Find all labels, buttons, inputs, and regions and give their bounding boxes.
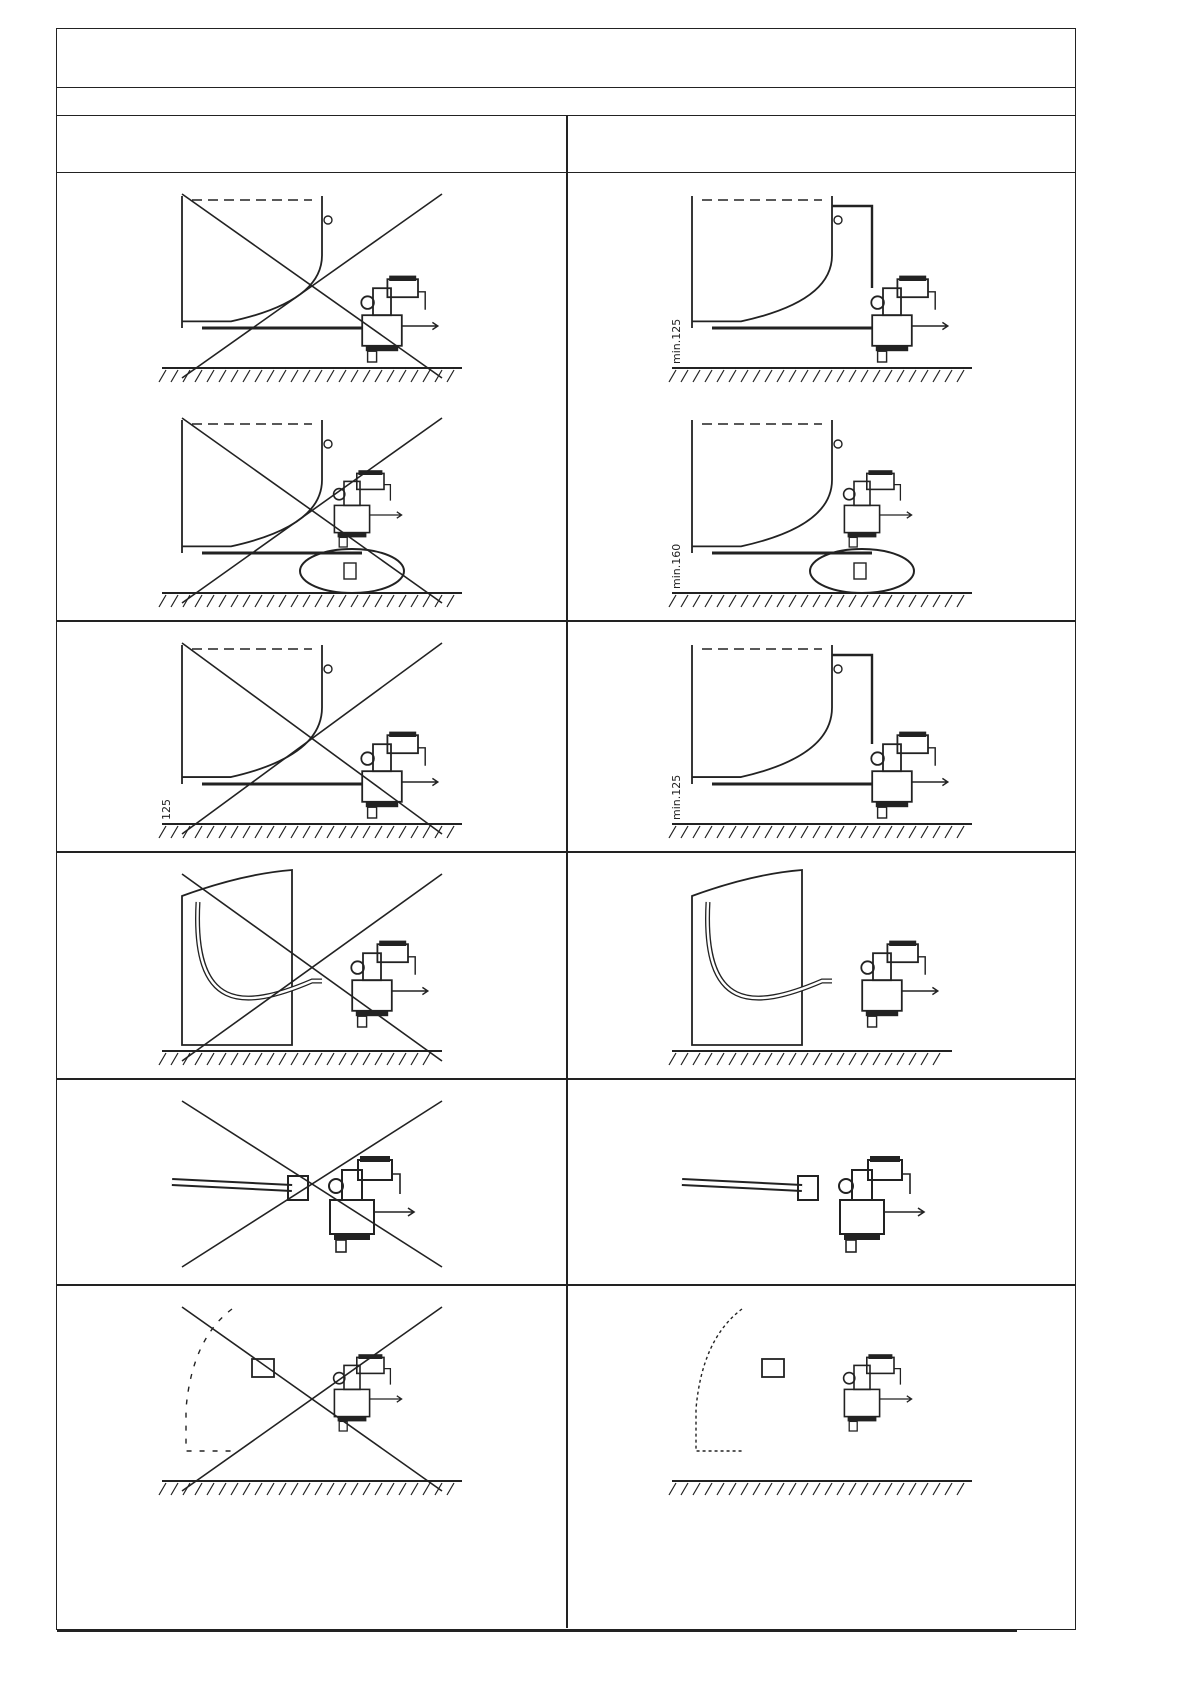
installation-diagram [77,625,547,848]
installation-diagram [77,400,547,617]
installation-diagram [587,400,1057,617]
figure-correct-installation [587,1289,1057,1505]
installation-diagram [77,1083,547,1281]
pump-valve-icon [844,1354,912,1431]
cross-out-icon [182,874,442,1061]
column-header-correct [567,115,1077,172]
column-divider [566,115,568,1628]
installation-diagram [587,1289,1057,1505]
bottom-rule [57,1630,1017,1632]
figure-correct-installation [587,625,1057,848]
title-band [57,29,1075,88]
installation-diagram [587,625,1057,848]
dimension-label: min.125 [670,774,683,820]
pump-valve-icon [334,470,402,547]
pump-valve-icon [361,276,438,362]
row-separator [57,1078,1075,1080]
figure-wrong-installation [77,400,547,617]
pump-valve-icon [861,941,938,1027]
dimension-label: min.160 [670,543,683,589]
figure-wrong-installation [77,1083,547,1281]
pump-valve-icon [351,941,428,1027]
dimension-label: min.125 [670,318,683,364]
installation-diagram [77,176,547,392]
row-separator [57,620,1075,622]
page-subtitle [57,87,1075,115]
figure-correct-installation [587,856,1057,1075]
installation-diagram [77,1289,547,1505]
pump-valve-icon [871,276,948,362]
pump-valve-icon [839,1156,924,1252]
pump-valve-icon [329,1156,414,1252]
figure-correct-installation [587,1083,1057,1281]
pump-valve-icon [361,732,438,818]
installation-diagram [587,1083,1057,1281]
figure-wrong-installation [77,176,547,392]
installation-diagram [587,856,1057,1075]
row-separator [57,1284,1075,1286]
figure-wrong-installation [77,1289,547,1505]
installation-diagram [587,176,1057,392]
row-separator [57,851,1075,853]
cross-out-icon [182,194,442,378]
subtitle-band [57,87,1075,116]
pump-valve-icon [334,1354,402,1431]
installation-diagram [77,856,547,1075]
figure-wrong-installation [77,625,547,848]
cross-out-icon [182,1307,442,1491]
pump-valve-icon [871,732,948,818]
page-title [57,29,1075,87]
page-frame [56,28,1076,1630]
cross-out-icon [182,643,442,834]
column-header-wrong [57,115,567,172]
dimension-label: 125 [160,799,173,820]
cross-out-icon [182,418,442,603]
figure-correct-installation [587,176,1057,392]
figure-correct-installation [587,400,1057,617]
figure-wrong-installation [77,856,547,1075]
pump-valve-icon [844,470,912,547]
